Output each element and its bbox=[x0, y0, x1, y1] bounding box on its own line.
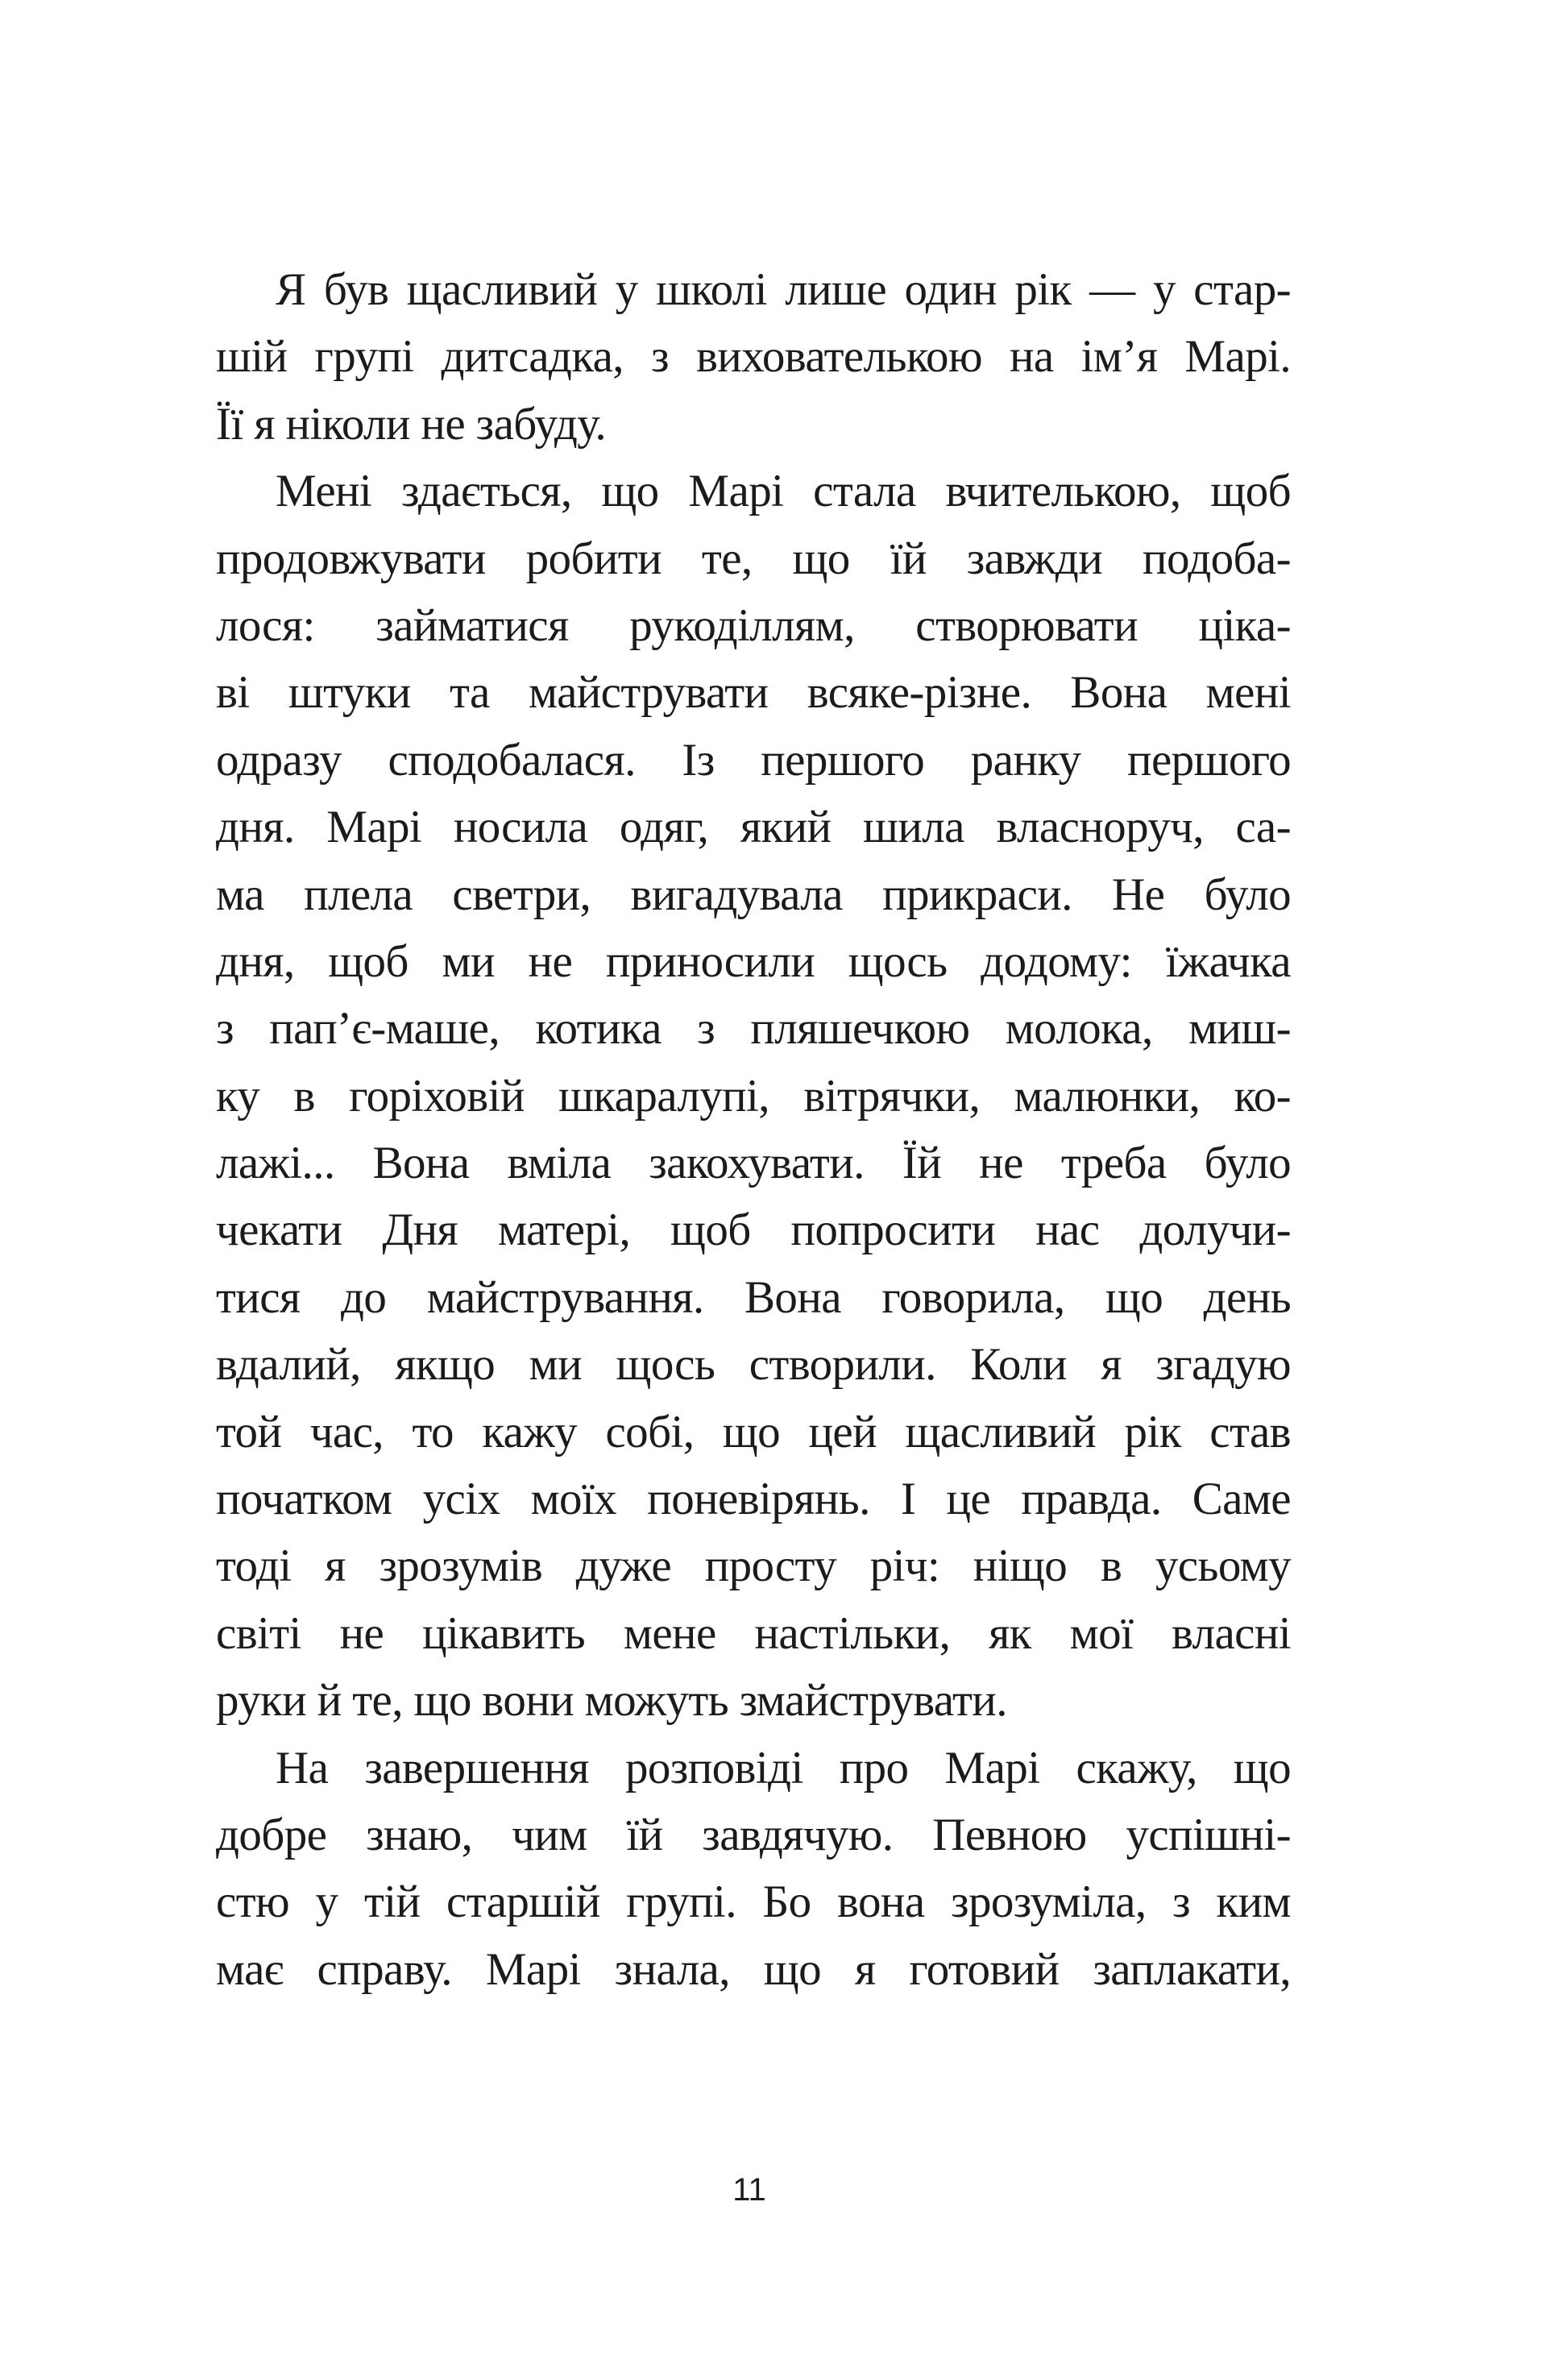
text-line: ма плела светри, вигадувала прикраси. Не було bbox=[216, 869, 1291, 920]
text-line: початком усіх моїх поневірянь. І це правда. Саме bbox=[216, 1474, 1291, 1525]
page-number: 11 bbox=[732, 2172, 766, 2208]
text-line: лажі... Вона вміла закохувати. Їй не треба було bbox=[216, 1138, 1291, 1189]
text-line: Я був щасливий у школі лише один рік — у стар- bbox=[276, 264, 1291, 315]
text-line: ку в горіховій шкаралупі, вітрячки, малюнки, ко- bbox=[216, 1070, 1291, 1122]
text-line: з пап’є-маше, котика з пляшечкою молока, миш- bbox=[216, 1003, 1291, 1055]
text-line: стю у тій старшій групі. Бо вона зрозуміла, з ким bbox=[216, 1876, 1291, 1928]
text-line: тися до майстрування. Вона говорила, що день bbox=[216, 1271, 1291, 1323]
text-line: дня. Марі носила одяг, який шила власноруч, са- bbox=[216, 802, 1291, 853]
text-line: шій групі дитсадка, з вихователькою на ім’я Марі. bbox=[216, 331, 1291, 383]
text-line: одразу сподобалася. Із першого ранку першого bbox=[216, 734, 1291, 786]
text-line: дня, щоб ми не приносили щось додому: їжачка bbox=[216, 935, 1291, 987]
text-line: світі не цікавить мене настільки, як мої власні bbox=[216, 1607, 1291, 1659]
text-line: має справу. Марі знала, що я готовий заплакати, bbox=[216, 1943, 1291, 1995]
text-line: руки й те, що вони можуть змайструвати. bbox=[216, 1675, 1007, 1727]
text-line: Мені здається, що Марі стала вчителькою, щоб bbox=[276, 466, 1291, 517]
text-line: вдалий, якщо ми щось створили. Коли я згадую bbox=[216, 1339, 1291, 1391]
text-line: ві штуки та майструвати всяке-різне. Вона мені bbox=[216, 667, 1291, 719]
text-line: добре знаю, чим їй завдячую. Певною успішні- bbox=[216, 1809, 1291, 1860]
text-line: продовжувати робити те, що їй завжди подоба- bbox=[216, 533, 1291, 584]
text-line: Її я ніколи не забуду. bbox=[216, 398, 607, 450]
text-line: тоді я зрозумів дуже просту річ: ніщо в усьому bbox=[216, 1540, 1291, 1592]
body-text bbox=[216, 256, 1291, 2003]
text-line: чекати Дня матері, щоб попросити нас долучи- bbox=[216, 1205, 1291, 1256]
text-line: На завершення розповіді про Марі скажу, що bbox=[276, 1742, 1291, 1793]
text-line: лося: займатися рукоділлям, створювати ціка- bbox=[216, 599, 1291, 651]
text-line: той час, то кажу собі, що цей щасливий рік став bbox=[216, 1406, 1291, 1457]
